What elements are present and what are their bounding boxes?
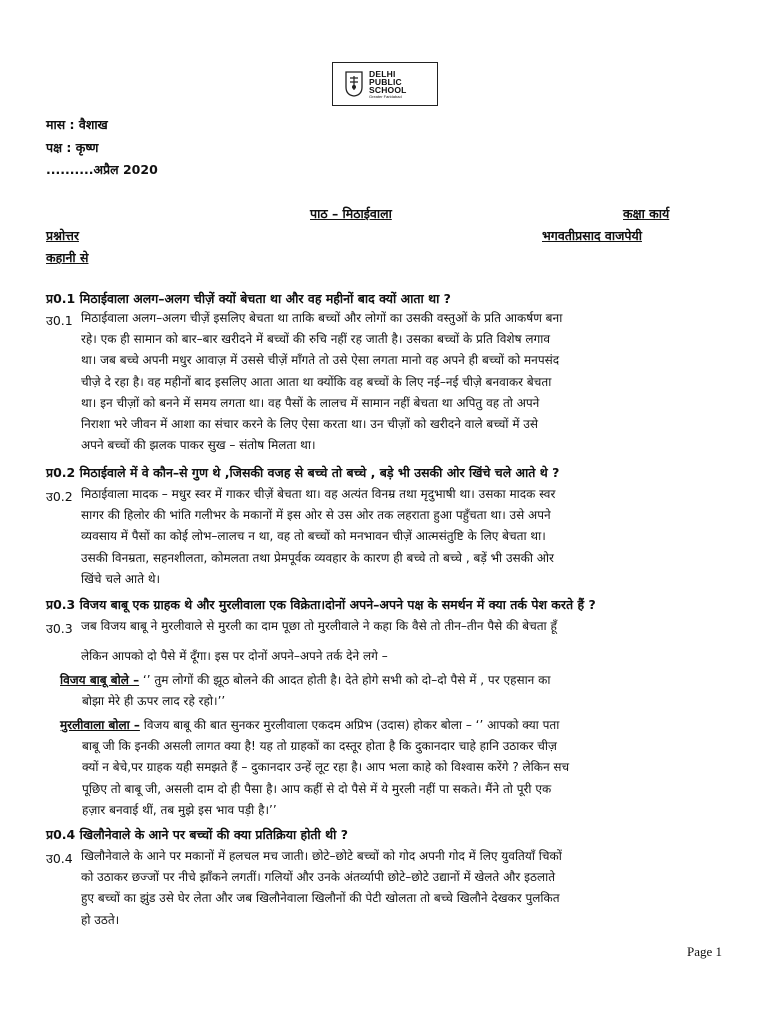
answer-3	[81, 616, 711, 637]
answer-label-1: उ0.1	[46, 313, 73, 328]
question-3: प्र0.3 विजय बाबू एक ग्राहक थे और मुरलीवाला एक विक्रेता।दोनों अपने–अपने पक्ष के समर्थन में क्या तर्क पेश करते हैं ?	[46, 597, 596, 612]
month-label: मास : वैशाख	[46, 117, 108, 132]
story-heading: कहानी से	[46, 250, 89, 265]
answer-line: चीज़े दे रहा है। वह महीनों बाद इसलिए आता आता था क्योंकि वह बच्चों के लिए नई–नई चीज़े बनवाकर बेचता	[81, 374, 552, 389]
question-4: प्र0.4 खिलौनेवाले के आने पर बच्चों की क्या प्रतिक्रिया होती थी ?	[46, 827, 348, 842]
dialogue-line: बाबू जी कि इनकी असली लागत क्या है! यह तो ग्राहकों का दस्तूर होता है कि दुकानदार चाहे हानि उठाकर चीज़	[82, 739, 557, 754]
dialogue-line: बोझा मेरे ही ऊपर लाद रहे रहो।’’	[82, 694, 226, 709]
logo-subtitle: Greater Faridabad	[369, 93, 402, 99]
answer-line: रहे। एक ही सामान को बार–बार खरीदने में बच्चों की रुचि नहीं रह जाती है। उसका बच्चों के प्रति विशेष लगाव	[81, 332, 551, 347]
dialogue-line: ‘’ तुम लोगों की झूठ बोलने की आदत होती है। देते होगे सभी को दो–दो पैसे में , पर एहसान का	[142, 673, 551, 687]
answer-line: मिठाईवाला अलग–अलग चीज़ें इसलिए बेचता था ताकि बच्चों और लोगों का उसकी वस्तुओं के प्रति आकर्षण बना	[81, 311, 563, 325]
page-number: Page 1	[686, 944, 722, 959]
answer-4	[81, 846, 711, 931]
answer-line: को उठाकर छज्जों पर नीचे झाँकने लगतीं। गलियों और उनके अंतर्व्यापी छोटे–छोटे उद्यानों में खेलते और इठलाते	[81, 870, 556, 885]
question-1: प्र0.1 मिठाईवाला अलग–अलग चीज़ें क्यों बेचता था और वह महीनों बाद क्यों आता था ?	[46, 291, 451, 306]
answer-line: मिठाईवाला मादक – मधुर स्वर में गाकर चीज़ें बेचता था। वह अत्यंत विनम्र तथा मृदुभाषी था। उसका मादक स्वर	[81, 487, 556, 501]
answer-line: था। जब बच्चे अपनी मधुर आवाज़ में उससे चीज़ें माँगते तो उसे ऐसा लगता मानो वह अपने ही बच्चों को मनपसंद	[81, 353, 560, 368]
answer-line: लेकिन आपको दो पैसे में दूँगा। इस पर दोनों अपने–अपने तर्क देने लगे –	[81, 649, 388, 663]
answer-label-3: उ0.3	[46, 621, 73, 636]
vijay-dialogue	[60, 670, 720, 712]
answer-line: खिंचे चले आते थे।	[81, 571, 161, 586]
dialogue-line: हज़ार बनवाई थीं, तब मुझे इस भाव पड़ी है।’’	[82, 802, 277, 817]
speaker-murli: मुरलीवाला बोला –	[60, 718, 140, 732]
answer-2	[81, 484, 711, 590]
logo-text-line: SCHOOL	[369, 84, 407, 95]
qa-heading: प्रश्नोत्तर	[46, 228, 79, 243]
answer-1	[81, 308, 711, 456]
logo-text-line: DELHI	[369, 68, 396, 79]
paksha-label: पक्ष : कृष्ण	[46, 140, 99, 155]
classwork-label: कक्षा कार्य	[623, 206, 670, 221]
dialogue-line: क्यों न बेचे,पर ग्राहक यही समझते हैं – दुकानदार उन्हें लूट रहा है। आप भला काहे को विश्वास करेंगे ? लेकिन सच	[82, 760, 570, 775]
answer-line: उसकी विनम्रता, सहनशीलता, कोमलता तथा प्रेमपूर्वक व्यवहार के कारण ही बच्चे तो बच्चे , बड़ें भी उसकी ओर	[81, 550, 554, 565]
answer-3-cont	[81, 646, 711, 667]
answer-line: था। इन चीज़ों को बनने में समय लगता था। वह पैसों के लालच में सामान नहीं बेचता था अपितु वह तो अपने	[81, 395, 540, 410]
school-emblem-icon	[345, 71, 363, 97]
answer-line: जब विजय बाबू ने मुरलीवाले से मुरली का दाम पूछा तो मुरलीवाले ने कहा कि वैसे तो तीन–तीन पैसे की बेचता हूँ	[81, 619, 557, 633]
answer-line: हुए बच्चों का झुंड उसे घेर लेता और जब खिलौनेवाला खिलौनों की पेटी खोलता तो बच्चे खिलौने देखकर पुलकित	[81, 891, 560, 906]
answer-line: खिलौनेवाले के आने पर मकानों में हलचल मच जाती। छोटे–छोटे बच्चों को गोद अपनी गोद में लिए युवतियाँ चिकों	[81, 849, 562, 863]
question-2: प्र0.2 मिठाईवाले में वे कौन–से गुण थे ,जिसकी वजह से बच्चे तो बच्चे , बड़े भी उसकी ओर खिंचे चले आते थे ?	[46, 465, 560, 480]
answer-line: सागर की हिलोर की भांति गलीभर के मकानों में इस ओर से उस ओर तक लहराता हुआ पहुँचता था। उसे अपने	[81, 508, 551, 523]
author-name: भगवतीप्रसाद वाजपेयी	[542, 228, 642, 243]
date-label: ..........अप्रैल 2020	[46, 162, 158, 177]
answer-line: व्यवसाय में पैसों का कोई लोभ–लालच न था, वह तो बच्चों को मनभावन चीज़ें आत्मसंतुष्टि के लिए बेचता था।	[81, 529, 546, 544]
answer-label-4: उ0.4	[46, 851, 73, 866]
speaker-vijay: विजय बाबू बोले –	[60, 673, 140, 687]
school-logo	[332, 62, 438, 106]
lesson-title: पाठ – मिठाईवाला	[310, 206, 392, 221]
answer-line: अपने बच्चों की झलक पाकर सुख – संतोष मिलता था।	[81, 438, 316, 453]
dialogue-line: विजय बाबू की बात सुनकर मुरलीवाला एकदम अप्रिभ (उदास) होकर बोला – ‘’ आपको क्या पता	[143, 718, 560, 732]
answer-label-2: उ0.2	[46, 489, 73, 504]
answer-line: निराशा भरे जीवन में आशा का संचार करने के लिए ऐसा करता था। उन चीज़ों को खरीदने वाले बच्चों में उसे	[81, 417, 538, 432]
answer-line: हो उठते।	[81, 912, 120, 927]
murli-dialogue	[60, 715, 720, 821]
logo-text-line: PUBLIC	[369, 76, 402, 87]
dialogue-line: पूछिए तो बाबू जी, असली दाम दो ही पैसा है। आप कहीं से दो पैसे में ये मुरली नहीं पा सकते। मैंने तो पूरी एक	[82, 781, 552, 796]
